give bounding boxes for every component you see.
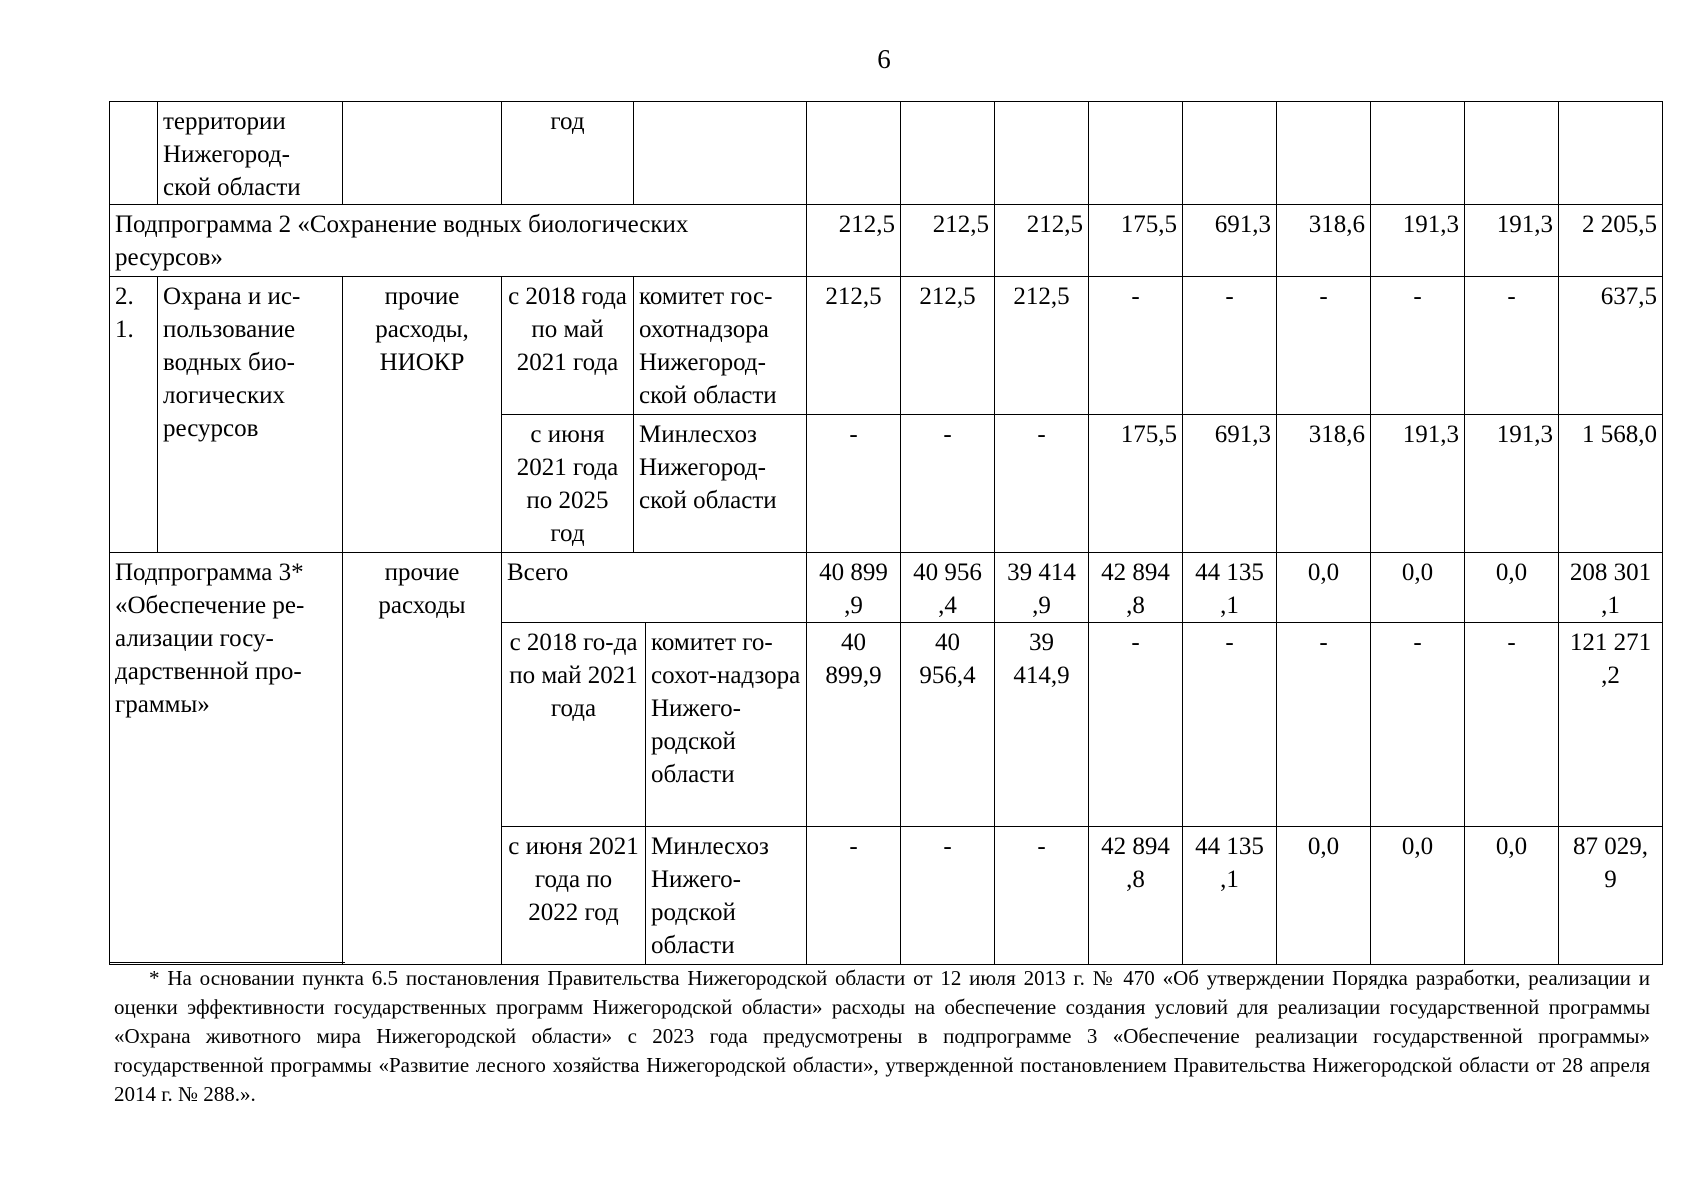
table-cell-empty [1183, 102, 1277, 205]
period-cell: с 2018 года по май 2021 года [502, 277, 634, 415]
value-cell: 0,0 [1277, 827, 1371, 965]
expense-type-cell: прочие расходы, НИОКР [343, 277, 502, 553]
table-cell-empty [1277, 102, 1371, 205]
value-cell: 39 414,9 [995, 623, 1089, 827]
subprogram-2-title: Подпрограмма 2 «Сохранение водных биологических ресурсов» [110, 205, 807, 277]
total-cell: 1 568,0 [1559, 415, 1663, 553]
table-row-subprogram-2 [110, 205, 1663, 277]
value-cell: 0,0 [1465, 827, 1559, 965]
value-cell: - [807, 827, 901, 965]
item-number-cell: 2. 1. [110, 277, 158, 553]
period-cell: с июня 2021 года по 2022 год [502, 827, 646, 965]
value-cell: 212,5 [995, 205, 1089, 277]
value-cell: - [1277, 277, 1371, 415]
table-cell-empty [1559, 102, 1663, 205]
value-cell: 212,5 [807, 277, 901, 415]
executor-cell: комитет го-сохот-надзора Нижего-родской области [646, 623, 807, 827]
value-cell: - [1465, 277, 1559, 415]
value-cell: 0,0 [1371, 827, 1465, 965]
total-cell: 637,5 [1559, 277, 1663, 415]
value-cell: 191,3 [1371, 205, 1465, 277]
table-cell-empty [1089, 102, 1183, 205]
value-cell: 175,5 [1089, 205, 1183, 277]
table-cell-empty [110, 102, 158, 205]
table-row-subprogram-3-total [110, 553, 1663, 623]
value-cell: - [995, 415, 1089, 553]
value-cell: - [807, 415, 901, 553]
value-cell: - [901, 415, 995, 553]
table-row-item-2-1-a [110, 277, 1663, 415]
subprogram-3-title: Подпрограмма 3* «Обеспечение ре-ализации госу-дарственной про-граммы» [110, 553, 343, 965]
value-cell: 40 899,9 [807, 623, 901, 827]
budget-table [109, 101, 1663, 965]
table-cell-empty [343, 102, 502, 205]
value-cell: - [1089, 277, 1183, 415]
value-cell: 44 135 ,1 [1183, 827, 1277, 965]
value-cell: - [1465, 623, 1559, 827]
total-cell: 2 205,5 [1559, 205, 1663, 277]
value-cell: - [1277, 623, 1371, 827]
table-cell-empty [634, 102, 807, 205]
value-cell: 318,6 [1277, 415, 1371, 553]
value-cell: - [995, 827, 1089, 965]
value-cell: 191,3 [1371, 415, 1465, 553]
value-cell: 175,5 [1089, 415, 1183, 553]
value-cell: - [1183, 623, 1277, 827]
table-cell-empty [995, 102, 1089, 205]
value-cell: 0,0 [1277, 553, 1371, 623]
value-cell: 0,0 [1465, 553, 1559, 623]
value-cell: 42 894 ,8 [1089, 553, 1183, 623]
value-cell: 44 135 ,1 [1183, 553, 1277, 623]
value-cell: 691,3 [1183, 205, 1277, 277]
total-cell: 87 029, 9 [1559, 827, 1663, 965]
footnote-rule [109, 962, 345, 963]
value-cell: 40 956,4 [901, 623, 995, 827]
value-cell: 40 899 ,9 [807, 553, 901, 623]
executor-cell: комитет гос-охотнадзора Нижегород-ской области [634, 277, 807, 415]
value-cell: - [1089, 623, 1183, 827]
value-cell: 691,3 [1183, 415, 1277, 553]
total-cell: 208 301 ,1 [1559, 553, 1663, 623]
table-cell-empty [1371, 102, 1465, 205]
value-cell: 212,5 [901, 277, 995, 415]
value-cell: - [901, 827, 995, 965]
value-cell: - [1371, 623, 1465, 827]
table-cell-empty [1465, 102, 1559, 205]
table-cell-empty [901, 102, 995, 205]
total-cell: 121 271 ,2 [1559, 623, 1663, 827]
footnote: * На основании пункта 6.5 постановления Правительства Нижегородской области от 12 июля 2013 г. № 470 «Об утверждении Порядка разработки, реализации и оценки эффективности государственных программ Нижегородской области» расходы на обеспечение создания условий для реализации государственной программы «Охрана животного мира Нижегородской области» с 2023 года предусмотрены в подпрограмме 3 «Обеспечение реализации государственной программы» государственной программы «Развитие лесного хозяйства Нижегородской области», утвержденной постановлением Правительства Нижегородской области от 28 апреля 2014 г. № 288.». [114, 966, 1650, 1106]
value-cell: 40 956 ,4 [901, 553, 995, 623]
table-cell-empty [807, 102, 901, 205]
page-number: 6 [877, 44, 891, 74]
measure-name-cell: территории Нижегород-ской области [158, 102, 343, 205]
value-cell: - [1371, 277, 1465, 415]
expense-type-cell: прочие расходы [343, 553, 502, 965]
table-row-continuation [110, 102, 1663, 205]
executor-cell: Минлесхоз Нижегород-ской области [634, 415, 807, 553]
value-cell: 191,3 [1465, 415, 1559, 553]
value-cell: 0,0 [1371, 553, 1465, 623]
period-cell: с 2018 го-да по май 2021 года [502, 623, 646, 827]
value-cell: 212,5 [807, 205, 901, 277]
value-cell: 42 894 ,8 [1089, 827, 1183, 965]
period-cell: год [502, 102, 634, 205]
period-cell: с июня 2021 года по 2025 год [502, 415, 634, 553]
value-cell: 39 414 ,9 [995, 553, 1089, 623]
value-cell: - [1183, 277, 1277, 415]
value-cell: 212,5 [995, 277, 1089, 415]
measure-name-cell: Охрана и ис-пользование водных био-логических ресурсов [158, 277, 343, 553]
value-cell: 212,5 [901, 205, 995, 277]
value-cell: 318,6 [1277, 205, 1371, 277]
executor-cell: Минлесхоз Нижего-родской области [646, 827, 807, 965]
value-cell: 191,3 [1465, 205, 1559, 277]
total-label-cell: Всего [502, 553, 807, 623]
